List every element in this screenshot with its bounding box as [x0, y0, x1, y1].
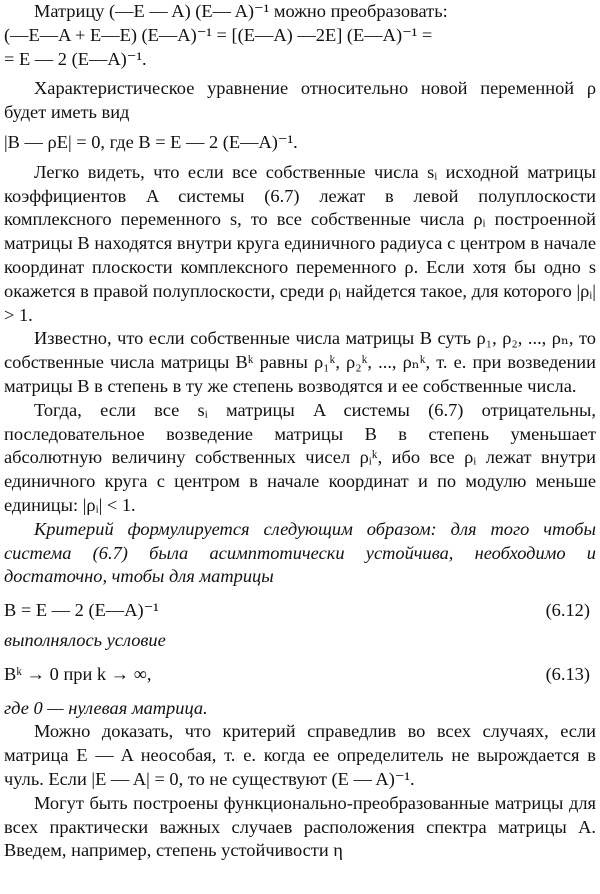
equation-1-line-2: = E — 2 (E—A)⁻¹. [4, 48, 147, 69]
equation-2: |B — ρE| = 0, где B = E — 2 (E—A)⁻¹. [4, 131, 298, 152]
paragraph-3: Легко видеть, что если все собственные числа sᵢ исходной матрицы коэффициентов A системы (6.7) лежат в левой полуплоскости комплексного переменного s, то все собственные числа ρᵢ построенной матрицы B находятся внутри круга единичного радиуса с центром в начале координат плоскости комплексного переменного ρ. Если хотя бы одно s окажется в правой полуплоскости, среди ρᵢ найдется такое, для которого |ρᵢ| > 1. [4, 161, 596, 325]
paragraph-4: Известно, что если собственные числа матрицы B суть ρ₁, ρ₂, ..., ρₙ, то собственные числа матрицы Bᵏ равны ρ₁ᵏ, ρ₂ᵏ, ..., ρₙᵏ, т. е. при возведении матрицы B в степень в ту же степень возводятся и ее собственные числа. [4, 328, 596, 396]
paragraph-8: где 0 — нулевая матрица. [4, 697, 208, 718]
paragraph-10: Могут быть построены функционально-преобразованные матрицы для всех практически важных случаев расположения спектра матрицы A. Введем, например, степень устойчивости η [4, 792, 596, 861]
paragraph-2: Характеристическое уравнение относительно новой переменной ρ будет иметь вид [4, 78, 596, 123]
equation-1-line-1: (—E—A + E—E) (E—A)⁻¹ = [(E—A) —2E] (E—A)⁻¹ = [4, 24, 433, 45]
paragraph-7: выполнялось условие [4, 629, 166, 650]
document-page [4, 0, 596, 863]
equation-6-13-number: (6.13) [545, 663, 590, 684]
paragraph-6-criterion: Критерий формулируется следующим образом: для того чтобы система (6.7) была асимптотически устойчива, необходимо и достаточно, чтобы для матрицы [4, 518, 596, 587]
paragraph-9: Можно доказать, что критерий справедлив во всех случаях, если матрица E — A неособая, т. е. когда ее определитель не вырождается в чуль. Если |E — A| = 0, то не существуют (E — A)⁻¹. [4, 721, 596, 789]
paragraph-1: Матрицу (—E — A) (E— A)⁻¹ можно преобразовать: [34, 1, 448, 21]
equation-6-12 [4, 599, 596, 623]
equation-6-13-body: Bᵏ → 0 при k → ∞, [4, 663, 152, 684]
paragraph-5: Тогда, если все sᵢ матрицы A системы (6.7) отрицательны, последовательное возведение матрицы B в степень уменьшает абсолютную величину собственных чисел ρᵢᵏ, ибо все ρᵢ лежат внутри единичного круга с центром в начале координат и по модулю меньше единицы: |ρᵢ| < 1. [4, 399, 596, 515]
equation-6-12-body: B = E — 2 (E—A)⁻¹ [4, 600, 159, 621]
equation-6-12-number: (6.12) [545, 600, 590, 621]
equation-6-13 [4, 663, 596, 687]
